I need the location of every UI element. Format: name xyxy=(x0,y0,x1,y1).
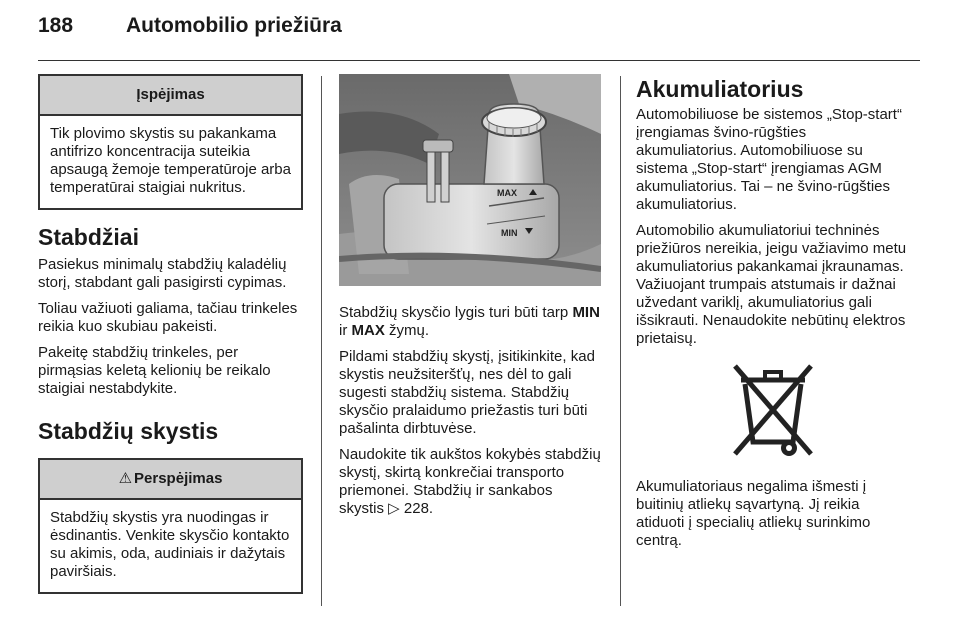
max-label: MAX xyxy=(351,322,385,339)
column-1 xyxy=(38,74,303,608)
header-divider xyxy=(38,60,920,61)
caution-box-title xyxy=(40,460,301,500)
battery-heading: Akumuliatorius xyxy=(636,76,804,102)
warning-triangle-icon: ⚠ xyxy=(118,470,133,487)
brake-fluid-reservoir-photo xyxy=(339,74,601,286)
page-number: 188 xyxy=(38,14,74,37)
brakes-heading: Stabdžiai xyxy=(38,224,139,250)
max-mark-label: MAX xyxy=(497,188,517,198)
battery-paragraph-1: Automobiliuose be sistemos „Stop-start“ įrengiamas švino-rūgšties akumuliatorius. Automobiliuose su sistema „Stop-start“ įrengiamas AGM akumuliatorius. Tai – ne švino-rūgšties akumuliatorius. xyxy=(636,106,902,213)
brake-fluid-heading: Stabdžių skystis xyxy=(38,418,219,444)
column-divider-1 xyxy=(321,76,322,606)
brakes-paragraph-1: Pasiekus minimalų stabdžių kaladėlių storį, stabdant gali pasigirsti cypimas. xyxy=(38,256,287,291)
warning-box-title: Įspėjimas xyxy=(40,76,301,116)
fluid-quality-paragraph: Naudokite tik aukštos kokybės stabdžių skystį, skirtą konkrečiai transporto priemonei. Stabdžių ir sankabos skystis ▷ 228. xyxy=(339,446,601,517)
page-reference-link[interactable]: 228 xyxy=(403,500,429,517)
section-title: Automobilio priežiūra xyxy=(126,14,342,37)
caution-box xyxy=(38,458,303,594)
column-2 xyxy=(339,74,601,526)
disposal-symbol xyxy=(636,360,910,462)
warning-box-text: Tik plovimo skystis su pakankama antifrizo koncentracija suteikia apsaugą žemoje temperatūroje arba temperatūrai staigiai nukritus. xyxy=(50,125,291,196)
battery-disposal-paragraph: Akumuliatoriaus negalima išmesti į buitinių atliekų sąvartyną. Jį reikia atiduoti į specialių atliekų surinkimo centrą. xyxy=(636,478,871,549)
crossed-bin-icon xyxy=(727,360,819,462)
caution-title-text: Perspėjimas xyxy=(134,470,223,487)
page-reference-icon: ▷ xyxy=(388,500,400,517)
battery-paragraph-2: Automobilio akumuliatoriui techninės priežiūros nereikia, jeigu važiavimo metu akumuliatorius pakankamai įkraunamas. Važiuojant trumpais atstumais ir dažnai užvedant variklį, akumuliatorius gali išsikrauti. Nenaudokite nebūtinų elektros prietaisų. xyxy=(636,222,907,347)
fluid-level-paragraph: Stabdžių skysčio lygis turi būti tarp MIN ir MAX žymų. xyxy=(339,304,600,339)
page-header xyxy=(38,14,342,50)
caution-box-text: Stabdžių skystis yra nuodingas ir ėsdinantis. Venkite skysčio kontakto su akimis, oda, audiniais ir dažytais paviršiais. xyxy=(50,509,290,580)
fill-fluid-paragraph: Pildami stabdžių skystį, įsitikinkite, kad skystis neužsiteršťų, nes dėl to gali sugesti stabdžių sistema. Stabdžių skysčio pralaidumo priežastis turi būti pašalinta dirbtuvėse. xyxy=(339,348,595,437)
reservoir-illustration xyxy=(339,74,601,286)
min-label: MIN xyxy=(572,304,600,321)
brakes-paragraph-2: Toliau važiuoti galiama, tačiau trinkeles reikia kuo skubiau pakeisti. xyxy=(38,300,298,335)
warning-box xyxy=(38,74,303,210)
brakes-paragraph-3: Pakeitę stabdžių trinkeles, per pirmąsias keletą kelionių be reikalo staigiai nestabdykite. xyxy=(38,344,271,397)
column-divider-2 xyxy=(620,76,621,606)
min-mark-label: MIN xyxy=(501,228,518,238)
column-3 xyxy=(636,74,910,558)
